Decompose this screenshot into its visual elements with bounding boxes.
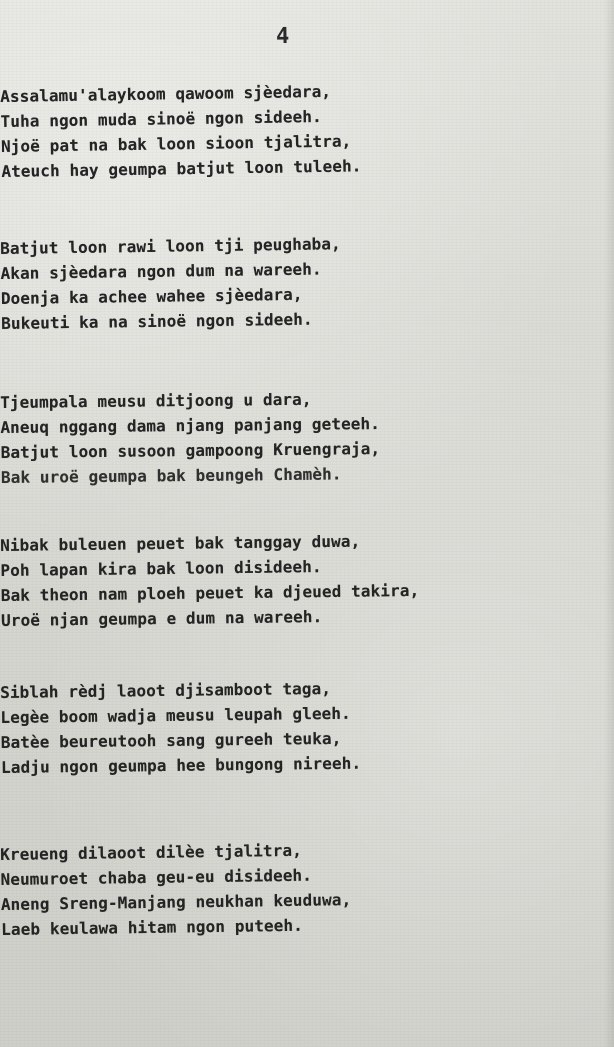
stanza-3 — [0, 384, 614, 490]
poem-line: Batjut loon susoon gampoong Kruengraja, — [0, 439, 381, 462]
poem-line: Siblah rèdj laoot djisamboot taga, — [0, 678, 332, 702]
page-number: 4 — [275, 23, 290, 50]
poem-line: Aneuq nggang dama njang panjang geteeh. — [0, 414, 381, 437]
poem-line: Neumuroet chaba geu-eu disideeh. — [0, 865, 313, 889]
poem-line: Doenja ka achee wahee sjèedara, — [0, 284, 303, 308]
poem-line: Tuha ngon muda sinoë ngon sideeh. — [0, 106, 322, 131]
stanza-2 — [0, 227, 614, 336]
stanza-6 — [0, 833, 614, 942]
poem-line: Bukeuti ka na sinoë ngon sideeh. — [1, 309, 313, 333]
poem-line: Ladju ngon geumpa hee bungong nireeh. — [0, 753, 362, 777]
poem-line: Batèe beureutooh sang gureeh teuka, — [0, 728, 342, 752]
poem-line: Assalamu'alaykoom qawoom sjèedara, — [0, 81, 332, 106]
poem-line: Legèe boom wadja meusu leupah gleeh. — [0, 703, 351, 727]
poem-line: Kreueng dilaoot dilèe tjalitra, — [0, 840, 302, 864]
stanza-4 — [0, 525, 614, 632]
poem-line: Akan sjèedara ngon dum na wareeh. — [0, 259, 322, 283]
poem-line: Ateuch hay geumpa batjut loon tuleeh. — [1, 156, 362, 181]
poem-line: Tjeumpala meusu ditjoong u dara, — [0, 389, 312, 412]
poem-line: Bak theon nam ploeh peuet ka djeued takira, — [0, 580, 420, 605]
poem-line: Bak uroë geumpa bak beungeh Chamèh. — [0, 464, 342, 487]
poem-line: Poh lapan kira bak loon disideeh. — [0, 557, 322, 580]
poem-line: Laeb keulawa hitam ngon puteeh. — [1, 915, 304, 939]
poem-line: Batjut loon rawi loon tji peughaba, — [0, 234, 341, 258]
poem-line: Njoë pat na bak loon sioon tjalitra, — [0, 131, 352, 156]
poem-line: Aneng Sreng-Manjang neukhan keuduwa, — [0, 890, 352, 914]
poem-line: Uroë njan geumpa e dum na wareeh. — [0, 607, 323, 630]
stanza-5 — [0, 672, 614, 779]
stanza-1 — [0, 74, 614, 184]
poem-line: Nibak buleuen peuet bak tanggay duwa, — [0, 531, 361, 555]
